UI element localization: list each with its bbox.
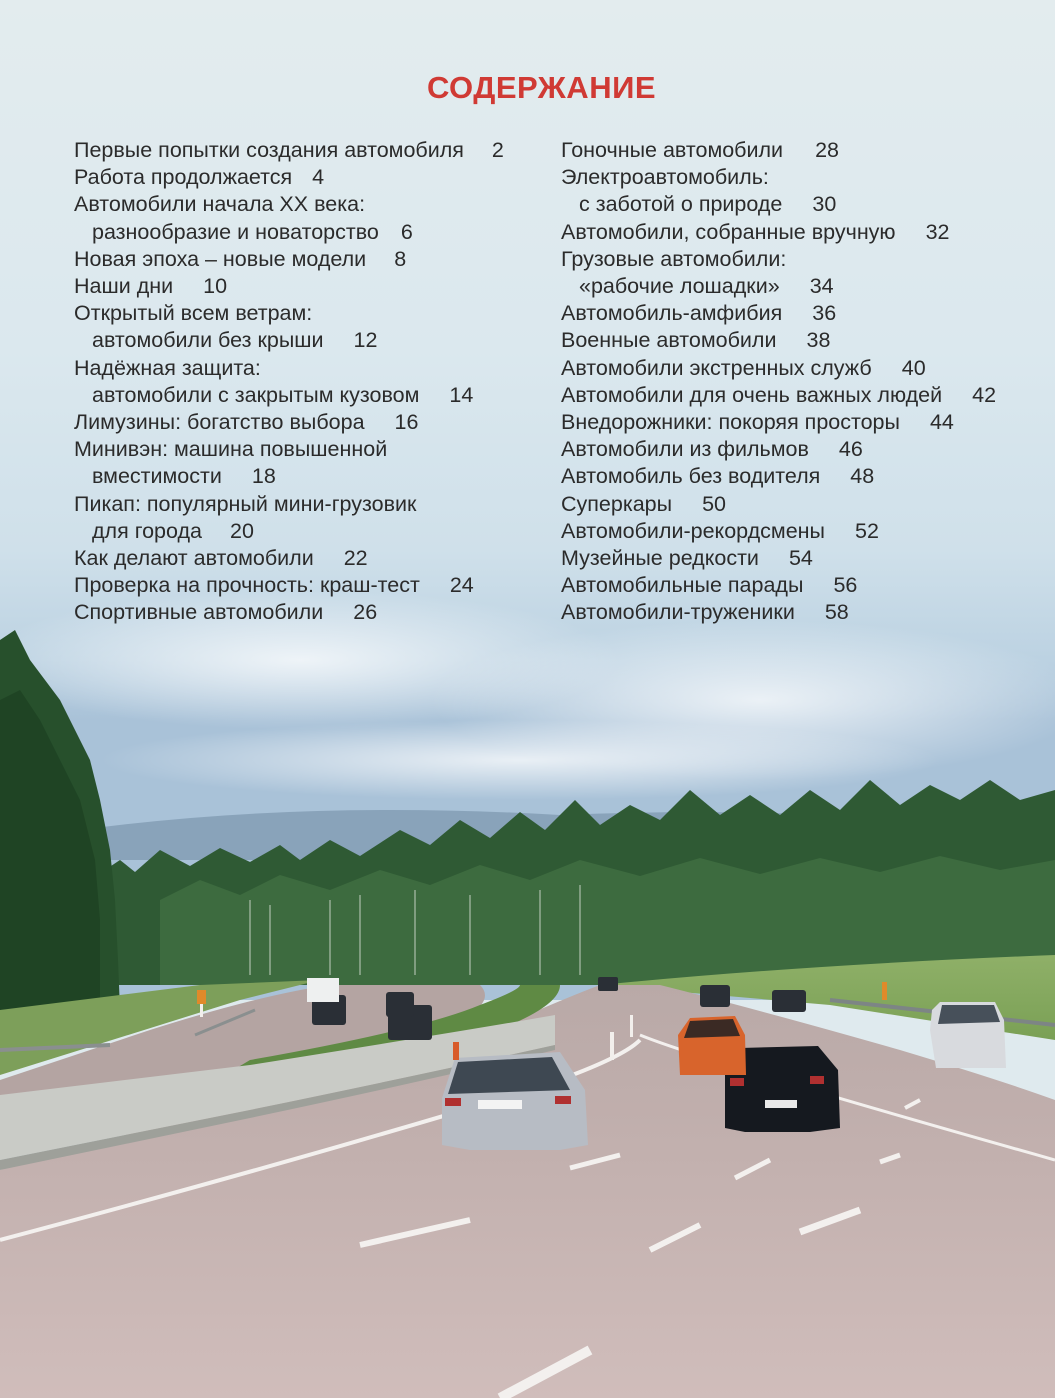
toc-entry-title: Грузовые автомобили: xyxy=(561,246,787,271)
toc-entry[interactable] xyxy=(561,545,1041,572)
toc-entry-title: Новая эпоха – новые модели xyxy=(74,246,367,271)
toc-entry-page-number: 22 xyxy=(343,546,368,571)
toc-entry-page-number: 10 xyxy=(203,274,228,299)
toc-entry-title: Автомобильные парады xyxy=(561,573,804,598)
toc-entry[interactable] xyxy=(74,545,544,572)
toc-entry[interactable] xyxy=(561,518,1041,545)
car-white-van xyxy=(930,1002,1006,1068)
toc-entry-title: Электроавтомобиль: xyxy=(561,165,769,190)
toc-entry[interactable] xyxy=(74,436,544,490)
toc-entry-page-number: 20 xyxy=(229,518,254,543)
toc-entry[interactable] xyxy=(561,572,1041,599)
toc-entry-title: Автомобиль без водителя xyxy=(561,464,821,489)
toc-entry[interactable] xyxy=(561,382,1041,409)
car-silver-wagon xyxy=(442,1052,588,1150)
toc-entry-title: Автомобили-труженики xyxy=(561,600,795,625)
toc-entry-title: Автомобиль-амфибия xyxy=(561,301,783,326)
toc-entry-title: автомобили без крыши xyxy=(92,328,324,353)
toc-entry[interactable] xyxy=(561,327,1041,354)
toc-entry-page-number: 58 xyxy=(824,600,849,625)
toc-entry[interactable] xyxy=(561,164,1041,218)
toc-entry-title: Спортивные автомобили xyxy=(74,600,324,625)
toc-entry[interactable] xyxy=(561,409,1041,436)
toc-entry-page-number: 44 xyxy=(929,410,954,435)
toc-entry-title: Минивэн: машина повышенной xyxy=(74,437,388,462)
toc-entry-title: Военные автомобили xyxy=(561,328,777,353)
toc-entry[interactable] xyxy=(74,273,544,300)
toc-entry[interactable] xyxy=(74,164,544,191)
toc-entry-title: Лимузины: богатство выбора xyxy=(74,410,365,435)
page-title: СОДЕРЖАНИЕ xyxy=(426,70,657,105)
toc-entry-page-number: 38 xyxy=(806,328,831,353)
toc-entry-title: Проверка на прочность: краш-тест xyxy=(74,573,420,598)
toc-entry-page-number: 28 xyxy=(815,138,839,162)
toc-entry-page-number: 14 xyxy=(449,382,474,407)
toc-entry[interactable] xyxy=(74,599,544,626)
toc-entry-title: разнообразие и новаторство xyxy=(92,219,379,244)
toc-entry-title: для города xyxy=(92,518,202,543)
toc-entry-title: Автомобили из фильмов xyxy=(561,437,809,462)
toc-entry-title: Надёжная защита: xyxy=(74,355,261,380)
toc-entry[interactable] xyxy=(561,219,1041,246)
toc-entry-title: Наши дни xyxy=(74,274,174,299)
toc-entry-title: Автомобили экстренных служб xyxy=(561,355,872,380)
toc-entry-title: Первые попытки создания автомобиля xyxy=(74,138,464,162)
toc-entry-page-number: 2 xyxy=(491,138,504,162)
toc-entry-title: Работа продолжается xyxy=(74,165,293,190)
toc-entry-page-number: 8 xyxy=(394,246,407,271)
toc-entry[interactable] xyxy=(561,436,1041,463)
toc-entry-page-number: 12 xyxy=(353,328,378,353)
toc-entry[interactable] xyxy=(74,300,544,354)
toc-entry[interactable] xyxy=(74,191,544,245)
toc-entry-page-number: 16 xyxy=(394,410,419,435)
toc-entry-title: Гоночные автомобили xyxy=(561,138,784,162)
toc-entry-page-number: 30 xyxy=(812,192,837,217)
toc-entry-title: Внедорожники: покоряя просторы xyxy=(561,410,900,435)
toc-entry-title: вместимости xyxy=(92,464,222,489)
toc-entry[interactable] xyxy=(74,409,544,436)
toc-entry[interactable] xyxy=(561,491,1041,518)
toc-entry-page-number: 18 xyxy=(251,464,276,489)
toc-right-column xyxy=(561,137,1041,627)
toc-entry-title: Суперкары xyxy=(561,491,673,516)
toc-entry-title: Как делают автомобили xyxy=(74,546,314,571)
toc-entry[interactable] xyxy=(561,355,1041,382)
toc-entry-title: Автомобили начала XX века: xyxy=(74,192,366,217)
toc-entry[interactable] xyxy=(561,599,1041,626)
toc-entry-page-number: 6 xyxy=(400,219,413,244)
toc-entry[interactable] xyxy=(74,572,544,599)
toc-entry-title: Открытый всем ветрам: xyxy=(74,301,313,326)
toc-entry-page-number: 36 xyxy=(812,301,837,326)
toc-entry-page-number: 40 xyxy=(901,355,926,380)
toc-entry-page-number: 32 xyxy=(925,219,950,244)
toc-entry-title: «рабочие лошадки» xyxy=(579,274,780,299)
toc-entry-page-number: 56 xyxy=(833,573,858,598)
toc-entry-page-number: 4 xyxy=(312,165,325,190)
toc-entry-title: Автомобили для очень важных людей xyxy=(561,382,943,407)
toc-entry[interactable] xyxy=(561,246,1041,300)
toc-entry-page-number: 54 xyxy=(788,546,813,571)
toc-entry-title: Пикап: популярный мини-грузовик xyxy=(74,491,417,516)
toc-entry[interactable] xyxy=(74,137,544,164)
toc-entry-page-number: 24 xyxy=(449,573,474,598)
toc-entry-page-number: 50 xyxy=(702,491,727,516)
toc-entry-title: с заботой о природе xyxy=(579,192,783,217)
toc-entry-title: Музейные редкости xyxy=(561,546,759,571)
toc-entry[interactable] xyxy=(561,463,1041,490)
toc-entry[interactable] xyxy=(561,300,1041,327)
toc-entry[interactable] xyxy=(74,246,544,273)
toc-entry[interactable] xyxy=(74,491,544,545)
car-orange-suv xyxy=(678,1016,746,1075)
toc-entry-title: Автомобили, собранные вручную xyxy=(561,219,896,244)
toc-entry-title: Автомобили-рекордсмены xyxy=(561,518,825,543)
toc-left-column xyxy=(74,137,544,627)
toc-entry[interactable] xyxy=(561,137,1041,164)
toc-entry[interactable] xyxy=(74,355,544,409)
toc-entry-page-number: 46 xyxy=(838,437,863,462)
toc-entry-page-number: 34 xyxy=(809,274,834,299)
toc-entry-page-number: 26 xyxy=(353,600,378,625)
toc-entry-page-number: 42 xyxy=(972,382,997,407)
toc-entry-page-number: 52 xyxy=(854,518,879,543)
toc-entry-title: автомобили с закрытым кузовом xyxy=(92,382,420,407)
toc-entry-page-number: 48 xyxy=(850,464,875,489)
